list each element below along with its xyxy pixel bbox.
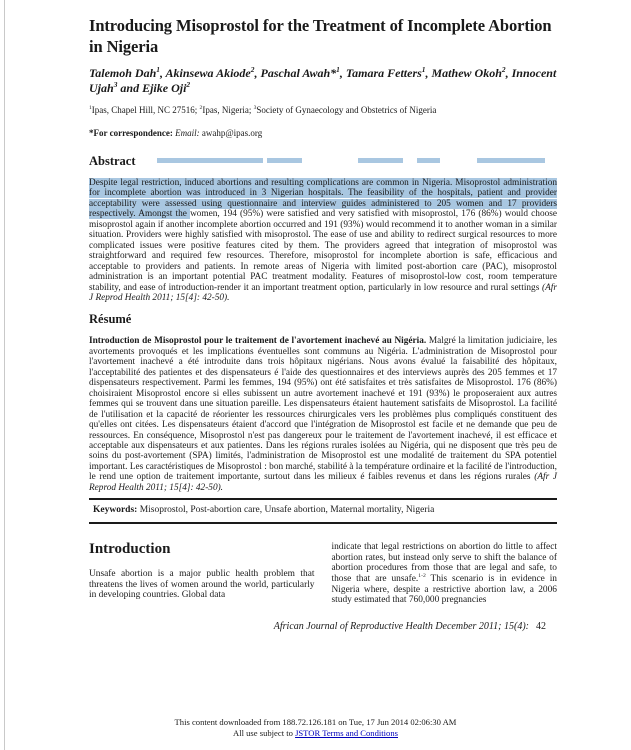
download-notice-prefix: All use subject to — [233, 727, 296, 738]
selected-text: Despite legal restriction, induced abortions and resulting complications are common in Nigeria. Misoprostol administration for incomplete abortion was introduced in 3 Nigerian hospitals. The feasibility of the hospitals, patient and provider acceptability were assessed using questionnaire and interview guides administered to 205 women and 17 providers respectively. Amongst the — [89, 178, 557, 220]
abstract-body-text: women, 194 (95%) were satisfied and very satisfied with misoprostol, 176 (86%) would choose misoprostol again if another incomplete abortion occurred and 191 (93%) would recommend it to another woman in a similar situation. Providers were highly satisfied with misoprostol. The ease of use and ability to redirect surgical resources to more complicated issues were positive features cited by them. The providers agreed that integration of misoprostol was straightforward and required few resources. Therefore, misoprostol for incomplete abortion is safe, efficacious and acceptable to providers and patients. In remote areas of Nigeria with limited post-abortion care (PAC), misoprostol administration is an important potential PAC treatment modality. Features of misoprostol-low cost, room temperature stability, and ease of introduction-render it an important treatment option, particularly in low resource and rural settings — [89, 209, 557, 293]
keywords-box — [89, 498, 557, 524]
resume-paragraph — [89, 336, 557, 493]
keywords-text: Misoprostol, Post-abortion care, Unsafe abortion, Maternal mortality, Nigeria — [137, 505, 435, 516]
correspondence-label: *For correspondence: — [89, 128, 173, 138]
correspondence-line — [89, 128, 557, 139]
download-notice-line2 — [0, 728, 631, 739]
keywords-label: Keywords: — [93, 505, 138, 516]
intro-right-column — [332, 540, 558, 606]
page-number: 42 — [536, 620, 546, 632]
article-title-line2: in Nigeria — [89, 36, 159, 56]
author-affiliation-sup: 2 — [501, 65, 506, 74]
abstract-paragraph — [89, 178, 557, 303]
author-affiliation-sup: 1 — [336, 65, 340, 74]
author-affiliation-sup: 2 — [250, 65, 255, 74]
affiliation-sup: 3 — [253, 105, 257, 111]
affiliation-text: Ipas, Chapel Hill, NC 27516; — [91, 105, 200, 115]
article-title — [89, 16, 557, 57]
introduction-columns — [89, 540, 557, 606]
author-name: , Paschal Awah* — [254, 66, 337, 80]
affiliation-sup: 1 — [89, 105, 92, 111]
intro-left-column — [89, 540, 315, 606]
author-name: Talemoh Dah — [89, 66, 157, 80]
intro-right-text: This scenario is in evidence in Nigeria where, despite a restrictive abortion law, a 2006 study estimated that 760,000 pregnancies — [331, 574, 557, 606]
resume-lead: Introduction de Misoprostol pour le traitement de l'avortement inachevé au Nigéria. — [89, 336, 427, 347]
author-name: , Akinsewa Akiode — [159, 66, 251, 80]
intro-right-paragraph — [332, 542, 558, 606]
author-name: , Mathew Okoh — [425, 66, 502, 80]
affiliation-text: Society of Gynaecology and Obstetrics of Nigeria — [256, 105, 437, 115]
affiliations-line — [89, 105, 557, 116]
journal-footer — [89, 621, 557, 633]
intro-left-paragraph: Unsafe abortion is a major public health problem that threatens the lives of women around the world, particularly in developing countries. Global data — [89, 569, 315, 601]
author-name: , Innocent Ujah — [89, 66, 557, 95]
jstor-download-notice — [0, 717, 631, 738]
author-name: and Ejike Oji — [117, 81, 187, 95]
abstract-heading: Abstract — [89, 154, 136, 168]
correspondence-email: awahp@ipas.org — [201, 128, 263, 138]
intro-right-text: indicate that legal restrictions on abortion do little to affect abortion rates, but instead only serve to shift the balance of abortion procedures from those that are legal and safe, to those that are unsafe. — [331, 542, 557, 585]
article-title-line1: Introducing Misoprostol for the Treatment of Incomplete Abortion — [89, 16, 552, 35]
affiliation-text: Ipas, Nigeria; — [202, 105, 254, 115]
article-content — [89, 0, 557, 633]
author-affiliation-sup: 1 — [156, 65, 160, 74]
email-label: Email: — [175, 128, 200, 138]
resume-heading: Résumé — [89, 312, 132, 327]
introduction-heading: Introduction — [89, 541, 171, 558]
abstract-citation: (Afr J Reprod Health 2011; 15[4]: 42-50). — [89, 282, 557, 303]
authors-line — [89, 66, 557, 96]
affiliation-sup: 2 — [199, 105, 203, 111]
author-affiliation-sup: 1 — [421, 65, 426, 74]
reference-sup: 1-2 — [418, 572, 426, 579]
page-edge-line — [4, 0, 5, 750]
resume-body-text: Malgré la limitation judiciaire, les avortements provoqués et les implications éventuelles sont communs au Nigéria. L'administration de Misoprostol pour l'avortement inachevé a été introduite dans trois hôpitaux nigérians. Nous avons évalué la faisabilité des hôpitaux, l'acceptabilité des patientes et des dispensateurs é l'aide des questionnaires et des interviews auprès des 205 femmes et 17 dispensateurs respectivement. Parmi les femmes, 194 (95%) ont été satisfaites et très satisfaites de Misoprostol. 176 (86%) choisiraient Misoprostol encore si elles subissent un autre avortement inachevé et 191 (93%) le proposeraient aux autres femmes qui se trouvent dans une situation pareille. Les dispensateurs étaient hautement satisfaits de Misoprostol. La facilité de l'utilisation et la capacité de réorienter les ressources chirurgicales vers les problèmes plus compliqués constituent des qu'elles ont citées. Les dispensateurs étaient d'accord que l'intégration de Misoprostol est facile et ne demande que peu de ressources. En conséquence, Misoprostol n'est pas dangereux pour le traitement de l'avortement inachevé, il est efficace et acceptable aux dispensateurs et aux patientes. Dans les régions rurales isolées au Nigéria, qui ne disposent que très peu de soins du post-avortement (SPA) limités, l'administration de Misoprostol est une modalité de traitement du SPA potentiel important. Les caractéristiques de Misoprostol : bon marché, stabilité à la température ordinaire et la facilité de l'introduction, le rend une option de traitement importante, surtout dans les milieux é faibles revenus et dans les régions rurales — [89, 336, 557, 483]
author-name: , Tamara Fetters — [339, 66, 422, 80]
journal-citation: African Journal of Reproductive Health December 2011; 15(4): — [273, 620, 529, 632]
jstor-terms-link[interactable]: JSTOR Terms and Conditions — [295, 727, 398, 738]
download-notice-line1: This content downloaded from 188.72.126.181 on Tue, 17 Jun 2014 02:06:30 AM — [174, 717, 457, 727]
author-affiliation-sup: 3 — [113, 80, 118, 89]
author-affiliation-sup: 2 — [186, 80, 191, 89]
resume-citation: (Afr J Reprod Health 2011; 15[4]: 42-50). — [89, 472, 557, 493]
